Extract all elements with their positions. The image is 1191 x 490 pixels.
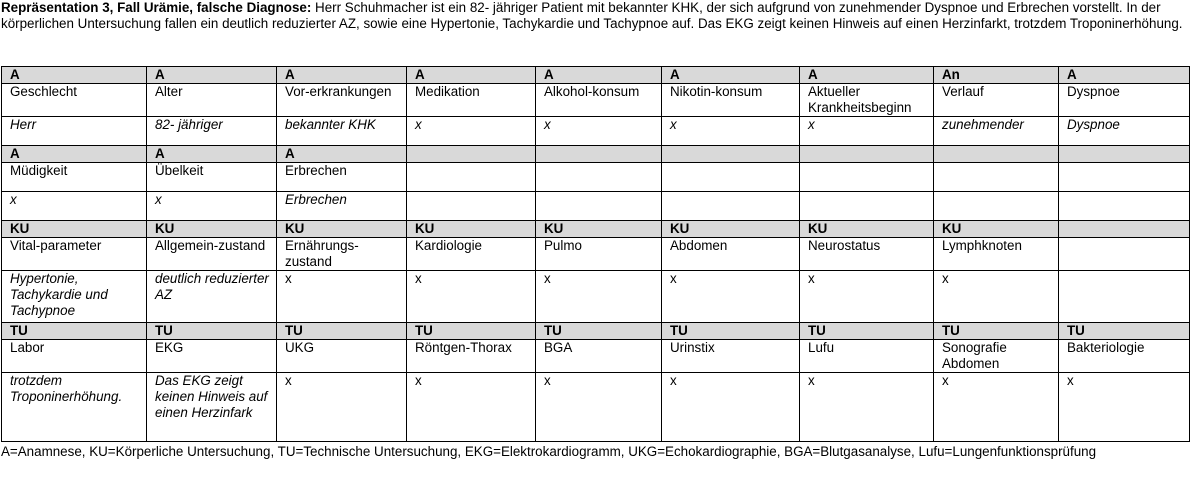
label-cell: Alkohol-konsum: [536, 84, 662, 117]
value-cell: [934, 192, 1059, 221]
label-cell: Übelkeit: [147, 163, 277, 192]
table-header-row: [2, 146, 1190, 163]
value-cell: Hypertonie, Tachykardie und Tachypnoe: [2, 271, 147, 323]
label-cell: Müdigkeit: [2, 163, 147, 192]
header-cell: [662, 146, 800, 163]
label-cell: Aktueller Krankheitsbeginn: [800, 84, 934, 117]
label-cell: Kardiologie: [407, 238, 536, 271]
label-cell: Sonografie Abdomen: [934, 340, 1059, 373]
diagnosis-table: [1, 66, 1190, 442]
label-cell: Erbrechen: [277, 163, 407, 192]
value-cell: [1059, 271, 1190, 323]
header-cell: A: [536, 67, 662, 84]
header-cell: A: [277, 146, 407, 163]
value-cell: x: [407, 271, 536, 323]
header-cell: [536, 146, 662, 163]
label-cell: UKG: [277, 340, 407, 373]
value-cell: trotzdem Troponinerhöhung.: [2, 373, 147, 442]
header-cell: KU: [934, 221, 1059, 238]
header-cell: TU: [934, 323, 1059, 340]
header-cell: A: [277, 67, 407, 84]
value-cell: x: [800, 271, 934, 323]
value-cell: [800, 192, 934, 221]
header-cell: KU: [407, 221, 536, 238]
value-cell: x: [277, 373, 407, 442]
value-cell: [536, 192, 662, 221]
value-cell: x: [934, 271, 1059, 323]
header-cell: TU: [2, 323, 147, 340]
label-cell: Neurostatus: [800, 238, 934, 271]
header-cell: [1059, 221, 1190, 238]
header-cell: A: [662, 67, 800, 84]
intro-title: Repräsentation 3, Fall Urämie, falsche Diagnose:: [1, 0, 312, 15]
legend-footer: A=Anamnese, KU=Körperliche Untersuchung, TU=Technische Untersuchung, EKG=Elektrokardiogramm, UKG=Echokardiographie, BGA=Blutgasanalyse, Lufu=Lungenfunktionsprüfung: [1, 444, 1097, 459]
value-cell: Herr: [2, 117, 147, 146]
table-value-row: [2, 271, 1190, 323]
value-cell: [1059, 192, 1190, 221]
label-cell: Pulmo: [536, 238, 662, 271]
label-cell: Allgemein-zustand: [147, 238, 277, 271]
table-label-row: [2, 238, 1190, 271]
value-cell: [662, 192, 800, 221]
label-cell: BGA: [536, 340, 662, 373]
value-cell: [407, 192, 536, 221]
value-cell: deutlich reduzierter AZ: [147, 271, 277, 323]
label-cell: [1059, 238, 1190, 271]
label-cell: Nikotin-konsum: [662, 84, 800, 117]
value-cell: Erbrechen: [277, 192, 407, 221]
header-cell: KU: [536, 221, 662, 238]
header-cell: [1059, 146, 1190, 163]
label-cell: Verlauf: [934, 84, 1059, 117]
header-cell: A: [800, 67, 934, 84]
header-cell: A: [1059, 67, 1190, 84]
value-cell: x: [662, 373, 800, 442]
header-cell: TU: [536, 323, 662, 340]
header-cell: TU: [1059, 323, 1190, 340]
label-cell: Vital-parameter: [2, 238, 147, 271]
label-cell: Urinstix: [662, 340, 800, 373]
header-cell: TU: [277, 323, 407, 340]
value-cell: x: [662, 117, 800, 146]
header-cell: A: [2, 67, 147, 84]
value-cell: x: [662, 271, 800, 323]
label-cell: Vor-erkrankungen: [277, 84, 407, 117]
table-value-row: [2, 117, 1190, 146]
label-cell: [934, 163, 1059, 192]
table-label-row: [2, 163, 1190, 192]
header-cell: KU: [662, 221, 800, 238]
value-cell: x: [800, 117, 934, 146]
value-cell: x: [147, 192, 277, 221]
value-cell: 82- jähriger: [147, 117, 277, 146]
header-cell: A: [407, 67, 536, 84]
table-value-row: [2, 192, 1190, 221]
table-header-row: [2, 67, 1190, 84]
header-cell: [407, 146, 536, 163]
label-cell: Labor: [2, 340, 147, 373]
label-cell: Medikation: [407, 84, 536, 117]
header-cell: A: [147, 146, 277, 163]
label-cell: [407, 163, 536, 192]
label-cell: Geschlecht: [2, 84, 147, 117]
label-cell: Dyspnoe: [1059, 84, 1190, 117]
header-cell: A: [2, 146, 147, 163]
value-cell: bekannter KHK: [277, 117, 407, 146]
value-cell: x: [277, 271, 407, 323]
table-value-row: [2, 373, 1190, 442]
value-cell: x: [2, 192, 147, 221]
value-cell: x: [536, 271, 662, 323]
label-cell: Lymphknoten: [934, 238, 1059, 271]
label-cell: Abdomen: [662, 238, 800, 271]
header-cell: KU: [277, 221, 407, 238]
intro-paragraph: [1, 0, 1189, 50]
label-cell: [536, 163, 662, 192]
value-cell: Dyspnoe: [1059, 117, 1190, 146]
table-header-row: [2, 221, 1190, 238]
header-cell: TU: [147, 323, 277, 340]
value-cell: x: [407, 373, 536, 442]
value-cell: x: [934, 373, 1059, 442]
header-cell: KU: [800, 221, 934, 238]
table-label-row: [2, 340, 1190, 373]
header-cell: TU: [662, 323, 800, 340]
label-cell: Röntgen-Thorax: [407, 340, 536, 373]
value-cell: x: [536, 373, 662, 442]
value-cell: Das EKG zeigt keinen Hinweis auf einen Herzinfark: [147, 373, 277, 442]
header-cell: KU: [2, 221, 147, 238]
label-cell: [800, 163, 934, 192]
header-cell: An: [934, 67, 1059, 84]
value-cell: x: [407, 117, 536, 146]
header-cell: [934, 146, 1059, 163]
header-cell: A: [147, 67, 277, 84]
label-cell: Alter: [147, 84, 277, 117]
value-cell: x: [536, 117, 662, 146]
header-cell: TU: [800, 323, 934, 340]
label-cell: [1059, 163, 1190, 192]
label-cell: [662, 163, 800, 192]
label-cell: Bakteriologie: [1059, 340, 1190, 373]
value-cell: zunehmender: [934, 117, 1059, 146]
table-header-row: [2, 323, 1190, 340]
table-label-row: [2, 84, 1190, 117]
intro-text: Herr Schuhmacher ist ein 82- jähriger Patient mit bekannter KHK, der sich aufgrund von zunehmender Dyspnoe und Erbrechen vorstellt. In der körperlichen Untersuchung fallen ein deutlich reduzierter AZ, sowie eine Hypertonie, Tachykardie und Tachypnoe auf. Das EKG zeigt keinen Hinweis auf einen Herzinfarkt, trotzdem Troponinerhöhung.: [1, 0, 1183, 31]
header-cell: TU: [407, 323, 536, 340]
header-cell: KU: [147, 221, 277, 238]
value-cell: x: [1059, 373, 1190, 442]
label-cell: EKG: [147, 340, 277, 373]
header-cell: [800, 146, 934, 163]
label-cell: Ernährungs-zustand: [277, 238, 407, 271]
label-cell: Lufu: [800, 340, 934, 373]
value-cell: x: [800, 373, 934, 442]
